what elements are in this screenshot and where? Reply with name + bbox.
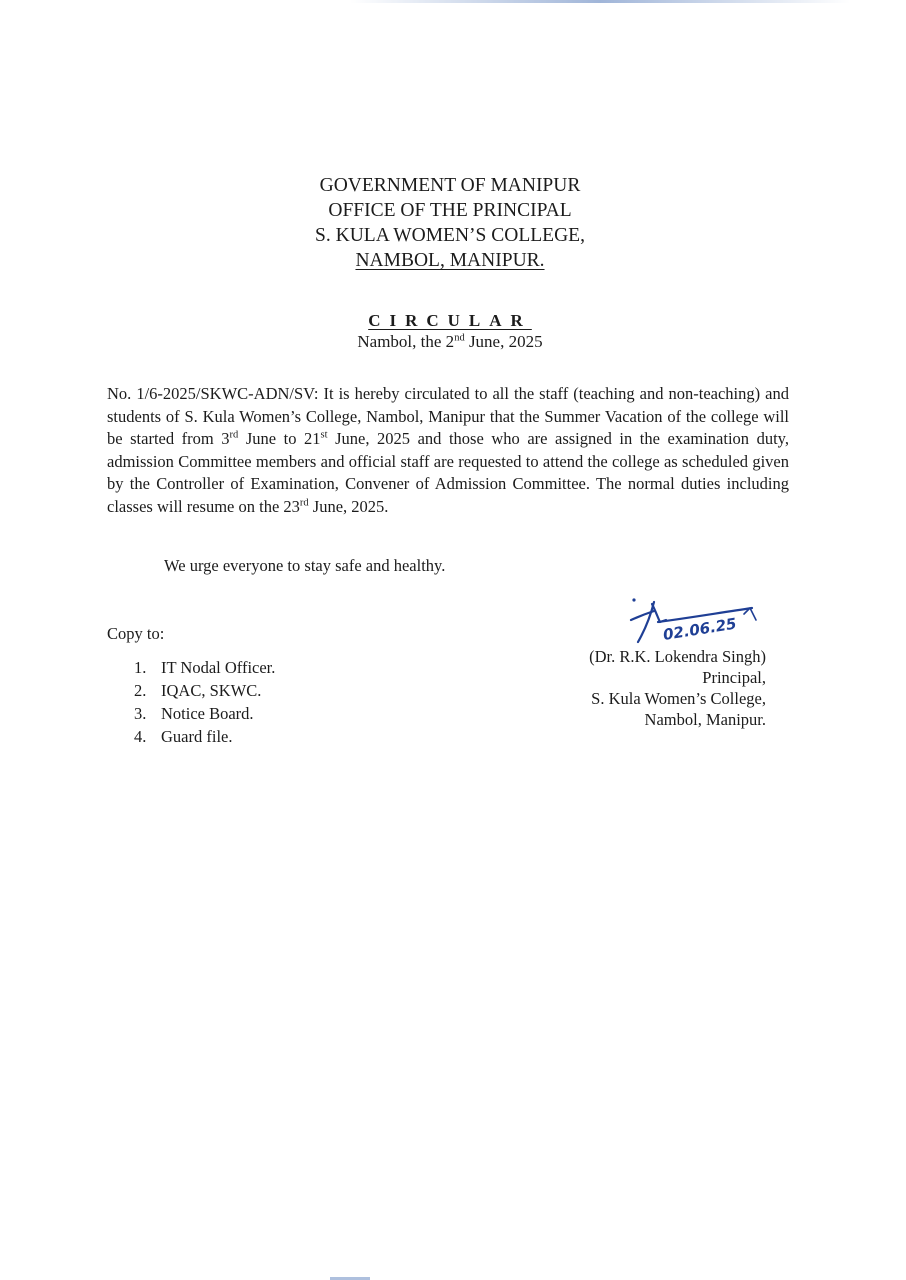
letterhead-college: S. KULA WOMEN’S COLLEGE, (315, 225, 585, 246)
list-item-number: 3. (134, 704, 147, 723)
body-part-2: June to 21 (238, 429, 321, 448)
body-sup-2: st (320, 429, 328, 441)
list-item-number: 1. (134, 658, 147, 677)
list-item-number: 4. (134, 727, 147, 746)
letterhead (0, 173, 900, 273)
letterhead-place: NAMBOL, MANIPUR. (355, 250, 545, 271)
copy-to-list (134, 656, 275, 748)
body-sup-1: rd (229, 429, 239, 441)
scan-edge-top (350, 0, 850, 3)
signatory-name: (Dr. R.K. Lokendra Singh) (589, 647, 766, 666)
body-part-3: June, 2025 and those who are assigned in the examination duty, admission Committee members and official staff are requested to attend the college as scheduled given by the Controller of Examination, Convener of Admission Committee. The normal duties including classes will resume on the 23 (107, 429, 789, 516)
body-part-4: June, 2025. (308, 496, 389, 516)
list-item (134, 725, 275, 748)
body-sup-3: rd (299, 497, 309, 508)
list-item (134, 656, 275, 679)
closing-remark: We urge everyone to stay safe and healthy. (164, 556, 446, 575)
letterhead-office: OFFICE OF THE PRINCIPAL (328, 200, 572, 221)
svg-text:02.06.25: 02.06.25 (661, 614, 738, 644)
body-part-1: No. 1/6-2025/SKWC-ADN/SV: It is hereby circulated to all the staff (teaching and non-teaching) and students of S. Kula Women’s College, Nambol, Manipur that the Summer Vacation of the college will be started from 3 (107, 384, 789, 448)
signatory-institution: S. Kula Women’s College, (591, 689, 766, 708)
list-item (134, 679, 275, 702)
circular-body (107, 383, 789, 518)
list-item-text: Notice Board. (161, 704, 254, 723)
circular-title: CIRCULAR (368, 311, 532, 330)
copy-to-label: Copy to: (107, 624, 165, 643)
signatory-designation: Principal, (702, 668, 766, 687)
signature-image (618, 594, 768, 654)
letterhead-government: GOVERNMENT OF MANIPUR (319, 175, 581, 196)
signatory-block (560, 646, 766, 730)
circular-date (0, 332, 900, 352)
signatory-place: Nambol, Manipur. (644, 710, 766, 729)
list-item-text: Guard file. (161, 727, 233, 746)
list-item-text: IT Nodal Officer. (161, 658, 276, 677)
date-prefix: Nambol, the 2 (357, 332, 455, 351)
list-item-number: 2. (134, 681, 147, 700)
list-item (134, 702, 275, 725)
list-item-text: IQAC, SKWC. (161, 681, 262, 700)
date-sup: nd (454, 332, 465, 344)
date-suffix: June, 2025 (464, 332, 543, 351)
